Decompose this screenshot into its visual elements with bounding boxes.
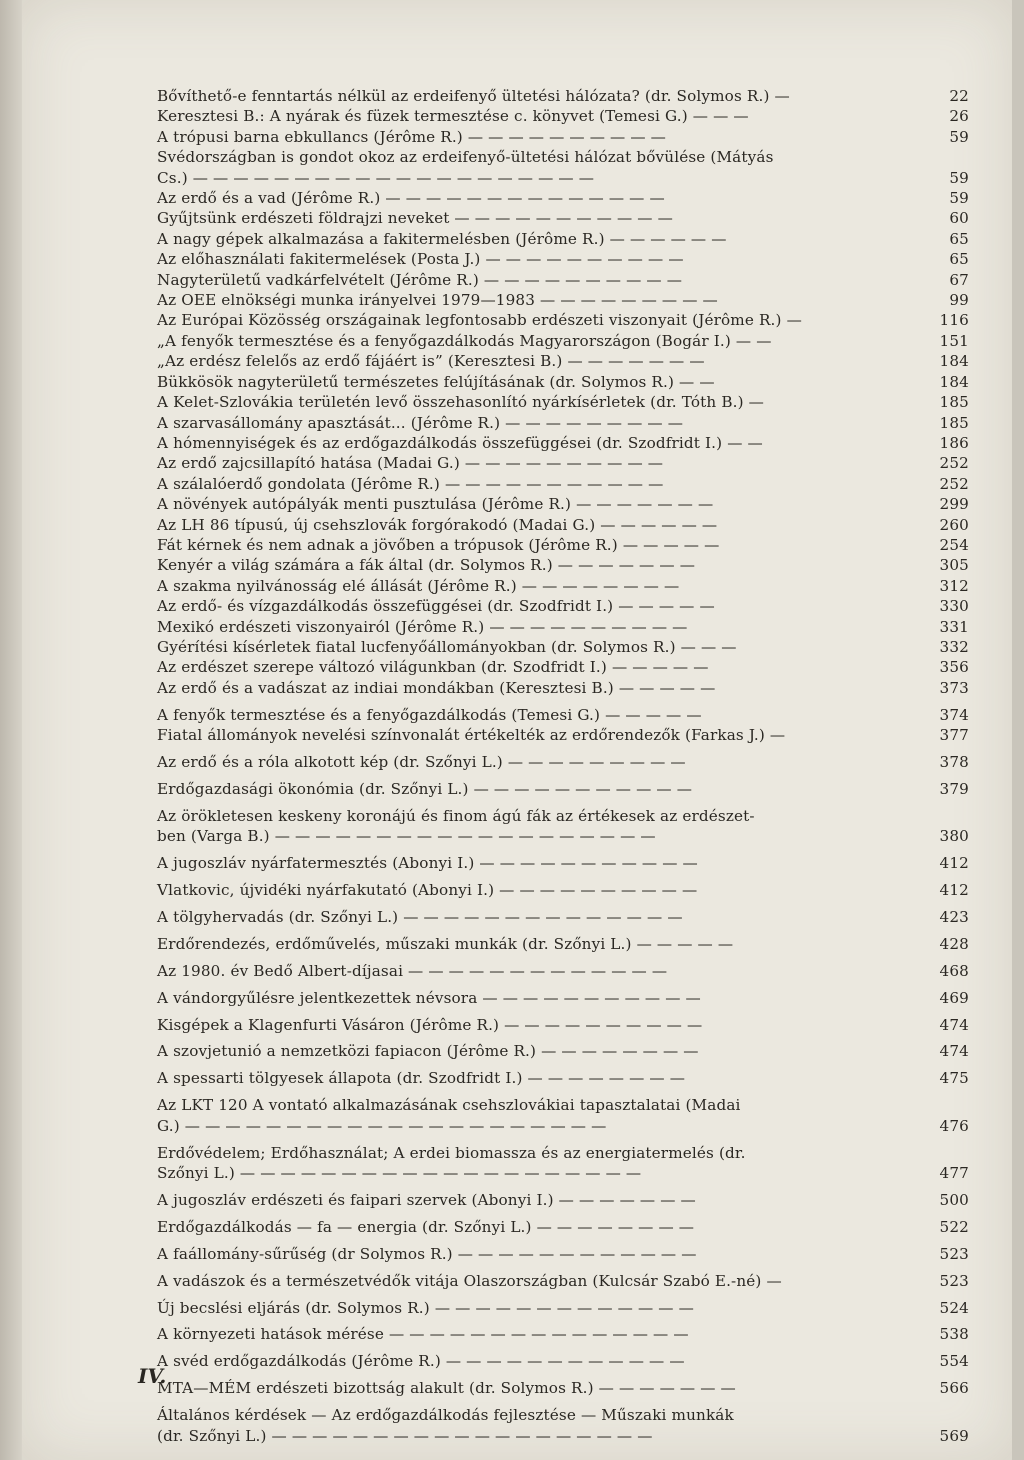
- toc-entry: [157, 988, 969, 1008]
- toc-entry-title: A növények autópályák menti pusztulása (Jérôme R.) — — — — — — —: [157, 495, 714, 514]
- toc-entry-page: 566: [939, 1379, 969, 1398]
- toc-entry: [157, 290, 969, 310]
- toc-entry: [157, 494, 969, 514]
- toc-entry: [157, 806, 969, 826]
- toc-entry-page: 116: [939, 311, 969, 330]
- toc-entry-title: Nagyterületű vadkárfelvételt (Jérôme R.) — — — — — — — — — —: [157, 270, 683, 289]
- toc-entry-title: Új becslési eljárás (dr. Solymos R.) — — — — — — — — — — — — —: [157, 1298, 694, 1317]
- toc-entry-page: 65: [949, 250, 969, 269]
- toc-entry: [157, 1426, 969, 1446]
- document-page: [22, 0, 1012, 1460]
- toc-entry-title: Az erdő és a vadászat az indiai mondákban (Keresztesi B.) — — — — —: [157, 678, 716, 697]
- toc-entry-page: 523: [939, 1244, 969, 1263]
- toc-entry: [157, 1351, 969, 1371]
- toc-entry-title: A szovjetunió a nemzetközi fapiacon (Jérôme R.) — — — — — — — —: [157, 1042, 699, 1061]
- toc-entry-title: A nagy gépek alkalmazása a fakitermelésben (Jérôme R.) — — — — — —: [157, 229, 727, 248]
- toc-entry-page: 474: [939, 1042, 969, 1061]
- toc-entry: [157, 725, 969, 745]
- toc-entry-title: Erdőgazdálkodás — fa — energia (dr. Szőnyi L.) — — — — — — — —: [157, 1217, 695, 1236]
- toc-entry-page: 59: [949, 189, 969, 208]
- toc-entry: [157, 372, 969, 392]
- toc-entry-page: 380: [939, 827, 969, 846]
- toc-entry-title: Bükkösök nagyterületű természetes felújításának (dr. Solymos R.) — —: [157, 372, 715, 391]
- toc-entry-title: A faállomány-sűrűség (dr Solymos R.) — — — — — — — — — — — —: [157, 1244, 697, 1263]
- toc-entry: [157, 168, 969, 188]
- toc-entry-page: 99: [949, 291, 969, 310]
- toc-entry-title: Kenyér a világ számára a fák által (dr. Solymos R.) — — — — — — —: [157, 556, 696, 575]
- toc-entry-title: A szarvasállomány apasztását... (Jérôme R.) — — — — — — — — —: [157, 413, 684, 432]
- toc-entry-title: A svéd erdőgazdálkodás (Jérôme R.) — — — — — — — — — — — —: [157, 1352, 685, 1371]
- toc-entry-title: A trópusi barna ebkullancs (Jérôme R.) — — — — — — — — — —: [157, 127, 667, 146]
- toc-entry-title: Az erdészet szerepe változó világunkban (dr. Szodfridt I.) — — — — —: [157, 658, 709, 677]
- toc-entry-page: 59: [949, 168, 969, 187]
- toc-entry: [157, 1163, 969, 1183]
- toc-entry-page: 184: [939, 352, 969, 371]
- toc-entry-title: Erdővédelem; Erdőhasználat; A erdei biomassza és az energiatermelés (dr.: [157, 1143, 746, 1162]
- toc-entry-title: Gyűjtsünk erdészeti földrajzi neveket — — — — — — — — — — —: [157, 209, 673, 228]
- toc-entry: [157, 413, 969, 433]
- toc-entry-page: 377: [939, 726, 969, 745]
- toc-entry-page: 331: [939, 617, 969, 636]
- toc-entry-title: Az LKT 120 A vontató alkalmazásának csehszlovákiai tapasztalatai (Madai: [157, 1096, 741, 1115]
- toc-entry: [157, 576, 969, 596]
- toc-entry-page: 412: [939, 881, 969, 900]
- toc-entry: [157, 351, 969, 371]
- toc-entry-title: Vlatkovic, újvidéki nyárfakutató (Abonyi I.) — — — — — — — — — —: [157, 881, 698, 900]
- toc-entry-title: Mexikó erdészeti viszonyairól (Jérôme R.) — — — — — — — — — —: [157, 617, 688, 636]
- toc-entry: [157, 229, 969, 249]
- toc-entry: [157, 1116, 969, 1136]
- toc-entry-page: 374: [939, 705, 969, 724]
- toc-entry-page: 185: [939, 393, 969, 412]
- toc-entry-page: 477: [939, 1164, 969, 1182]
- toc-entry: [157, 934, 969, 954]
- toc-entry: [157, 310, 969, 330]
- toc-entry-title: Az OEE elnökségi munka irányelvei 1979—1983 — — — — — — — — —: [157, 291, 718, 310]
- toc-entry-title: G.) — — — — — — — — — — — — — — — — — — — — —: [157, 1116, 607, 1135]
- toc-entry-title: A jugoszláv nyárfatermesztés (Abonyi I.) — — — — — — — — — — —: [157, 854, 698, 873]
- toc-entry-page: 184: [939, 372, 969, 391]
- toc-entry-page: 523: [939, 1271, 969, 1290]
- toc-entry: [157, 826, 969, 846]
- toc-entry-page: 26: [949, 107, 969, 126]
- toc-entry-title: Gyérítési kísérletek fiatal lucfenyőállományokban (dr. Solymos R.) — — —: [157, 637, 737, 656]
- toc-entry-title: A jugoszláv erdészeti és faipari szervek (Abonyi I.) — — — — — — —: [157, 1190, 696, 1209]
- toc-entry-title: Az Európai Közösség országainak legfontosabb erdészeti viszonyait (Jérôme R.) —: [157, 311, 802, 330]
- toc-entry-title: Erdőgazdasági ökonómia (dr. Szőnyi L.) — — — — — — — — — — —: [157, 779, 693, 798]
- toc-entry: [157, 535, 969, 555]
- toc-entry-title: A szálalóerdő gondolata (Jérôme R.) — — — — — — — — — — —: [157, 474, 664, 493]
- toc-entry: [157, 657, 969, 677]
- toc-entry-page: 378: [939, 753, 969, 771]
- toc-entry: [157, 1190, 969, 1210]
- toc-entry: [157, 1068, 969, 1088]
- toc-entry-title: A szakma nyilvánosság elé állását (Jérôme R.) — — — — — — — —: [157, 576, 680, 595]
- toc-entry: [157, 1244, 969, 1264]
- toc-entry-page: 538: [939, 1325, 969, 1344]
- toc-entry: [157, 453, 969, 473]
- toc-entry: [157, 1324, 969, 1344]
- toc-entry-page: 554: [939, 1352, 969, 1371]
- toc-entry-page: 254: [939, 535, 969, 554]
- toc-entry-title: Az erdő zajcsillapító hatása (Madai G.) — — — — — — — — — —: [157, 454, 664, 473]
- toc-entry-title: Svédországban is gondot okoz az erdeifenyő-ültetési hálózat bővülése (Mátyás: [157, 148, 774, 167]
- toc-entry-page: 252: [939, 454, 969, 473]
- toc-entry: [157, 1298, 969, 1318]
- toc-entry: [157, 433, 969, 453]
- toc-entry: [157, 961, 969, 981]
- toc-entry: [157, 1143, 969, 1163]
- toc-entry: [157, 1015, 969, 1035]
- toc-entry-page: 65: [949, 229, 969, 248]
- page-edge: [0, 0, 22, 1460]
- toc-entry-page: 305: [939, 556, 969, 575]
- toc-entry-title: Az előhasználati fakitermelések (Posta J.) — — — — — — — — — —: [157, 250, 684, 269]
- toc-entry-title: (dr. Szőnyi L.) — — — — — — — — — — — — — — — — — — —: [157, 1426, 653, 1445]
- toc-entry-page: 67: [949, 270, 969, 289]
- toc-entry-page: 330: [939, 597, 969, 616]
- toc-entry: [157, 1041, 969, 1061]
- toc-entry-page: 299: [939, 495, 969, 514]
- toc-entry: [157, 678, 969, 698]
- toc-entry-title: Az LH 86 típusú, új csehszlovák forgórakodó (Madai G.) — — — — — —: [157, 515, 718, 534]
- toc-entry-title: A fenyők termesztése és a fenyőgazdálkodás (Temesi G.) — — — — —: [157, 705, 702, 724]
- toc-entry-title: Az örökletesen keskeny koronájú és finom ágú fák az értékesek az erdészet-: [157, 806, 755, 825]
- toc-entry-title: Kisgépek a Klagenfurti Vásáron (Jérôme R.) — — — — — — — — — —: [157, 1015, 703, 1034]
- toc-entry-title: MTA—MÉM erdészeti bizottság alakult (dr. Solymos R.) — — — — — — —: [157, 1379, 736, 1398]
- toc-entry-page: 22: [949, 87, 969, 105]
- toc-entry: [157, 86, 969, 106]
- toc-entry-title: A környezeti hatások mérése — — — — — — — — — — — — — — —: [157, 1325, 689, 1344]
- toc-entry: [157, 907, 969, 927]
- toc-entry-page: 252: [939, 474, 969, 493]
- toc-entry: [157, 1378, 969, 1398]
- toc-entry-title: A tölgyhervadás (dr. Szőnyi L.) — — — — — — — — — — — — — —: [157, 907, 683, 926]
- toc-entry-title: „A fenyők termesztése és a fenyőgazdálkodás Magyarországon (Bogár I.) — —: [157, 331, 772, 350]
- toc-entry-title: A vándorgyűlésre jelentkezettek névsora — — — — — — — — — — —: [157, 988, 701, 1007]
- toc-entry-page: 428: [939, 934, 969, 953]
- toc-entry-page: 474: [939, 1015, 969, 1034]
- toc-entry-page: 522: [939, 1217, 969, 1236]
- toc-entry-title: A spessarti tölgyesek állapota (dr. Szodfridt I.) — — — — — — — —: [157, 1069, 686, 1088]
- toc-entry-page: 412: [939, 854, 969, 873]
- toc-entry-page: 332: [939, 637, 969, 656]
- toc-entry-title: A Kelet-Szlovákia területén levő összehasonlító nyárkísérletek (dr. Tóth B.) —: [157, 393, 764, 412]
- toc-entry: [157, 106, 969, 126]
- toc-entry: [157, 127, 969, 147]
- toc-entry-page: 500: [939, 1190, 969, 1209]
- toc-entry: [157, 270, 969, 290]
- toc-entry-page: 469: [939, 988, 969, 1007]
- toc-entry: [157, 555, 969, 575]
- table-of-contents: [157, 86, 969, 1446]
- toc-entry: [157, 474, 969, 494]
- toc-entry: [157, 331, 969, 351]
- toc-entry: [157, 147, 969, 167]
- toc-entry: [157, 1217, 969, 1237]
- toc-entry-title: Az erdő és a vad (Jérôme R.) — — — — — — — — — — — — — —: [157, 189, 665, 208]
- toc-entry-page: 468: [939, 961, 969, 980]
- toc-entry-page: 356: [939, 658, 969, 677]
- toc-entry: [157, 249, 969, 269]
- toc-entry-page: 524: [939, 1298, 969, 1317]
- toc-entry: [157, 188, 969, 208]
- toc-entry-page: 60: [949, 209, 969, 228]
- toc-entry-page: 260: [939, 515, 969, 534]
- toc-entry-page: 312: [939, 576, 969, 595]
- toc-entry-title: Általános kérdések — Az erdőgazdálkodás fejlesztése — Műszaki munkák: [157, 1406, 734, 1425]
- page-number: IV.: [138, 1364, 167, 1388]
- toc-entry-title: Fiatal állományok nevelési színvonalát értékelték az erdőrendezők (Farkas J.) —: [157, 726, 786, 745]
- toc-entry: [157, 596, 969, 616]
- toc-entry-title: „Az erdész felelős az erdő fájáért is” (Keresztesi B.) — — — — — — —: [157, 352, 705, 371]
- toc-entry-page: 59: [949, 127, 969, 146]
- toc-entry-page: 569: [939, 1426, 969, 1445]
- toc-entry-title: Erdőrendezés, erdőművelés, műszaki munkák (dr. Szőnyi L.) — — — — —: [157, 934, 734, 953]
- toc-entry: [157, 1095, 969, 1115]
- toc-entry: [157, 880, 969, 900]
- toc-entry-title: A vadászok és a természetvédők vitája Olaszországban (Kulcsár Szabó E.-né) —: [157, 1271, 782, 1290]
- toc-entry-page: 185: [939, 413, 969, 432]
- toc-entry: [157, 1405, 969, 1425]
- toc-entry-title: Fát kérnek és nem adnak a jövőben a trópusok (Jérôme R.) — — — — —: [157, 535, 720, 554]
- toc-entry: [157, 637, 969, 657]
- toc-entry-title: ben (Varga B.) — — — — — — — — — — — — — — — — — — —: [157, 827, 656, 846]
- toc-entry-page: 423: [939, 907, 969, 926]
- toc-entry-page: 379: [939, 779, 969, 798]
- toc-entry-title: Cs.) — — — — — — — — — — — — — — — — — — — —: [157, 168, 595, 187]
- toc-entry-page: 373: [939, 678, 969, 697]
- toc-entry-title: A hómennyiségek és az erdőgazdálkodás összefüggései (dr. Szodfridt I.) — —: [157, 433, 763, 452]
- toc-entry: [157, 617, 969, 637]
- toc-entry-title: Szőnyi L.) — — — — — — — — — — — — — — — — — — — —: [157, 1164, 642, 1182]
- toc-entry-title: Az erdő és a róla alkotott kép (dr. Szőnyi L.) — — — — — — — — —: [157, 753, 686, 771]
- toc-entry: [157, 779, 969, 799]
- toc-entry: [157, 392, 969, 412]
- toc-entry-page: 151: [939, 331, 969, 350]
- toc-entry: [157, 752, 969, 772]
- toc-entry: [157, 1271, 969, 1291]
- toc-entry-title: Az 1980. év Bedő Albert-díjasai — — — — — — — — — — — — —: [157, 961, 668, 980]
- toc-entry: [157, 208, 969, 228]
- toc-entry: [157, 853, 969, 873]
- toc-entry: [157, 515, 969, 535]
- toc-entry: [157, 705, 969, 725]
- toc-entry-title: Az erdő- és vízgazdálkodás összefüggései (dr. Szodfridt I.) — — — — —: [157, 597, 715, 616]
- toc-entry-page: 186: [939, 433, 969, 452]
- toc-entry-page: 476: [939, 1116, 969, 1135]
- toc-entry-title: Bővíthető-e fenntartás nélkül az erdeifenyő ültetési hálózata? (dr. Solymos R.) —: [157, 87, 790, 105]
- toc-entry-page: 475: [939, 1069, 969, 1088]
- toc-entry-title: Keresztesi B.: A nyárak és füzek termesztése c. könyvet (Temesi G.) — — —: [157, 107, 749, 126]
